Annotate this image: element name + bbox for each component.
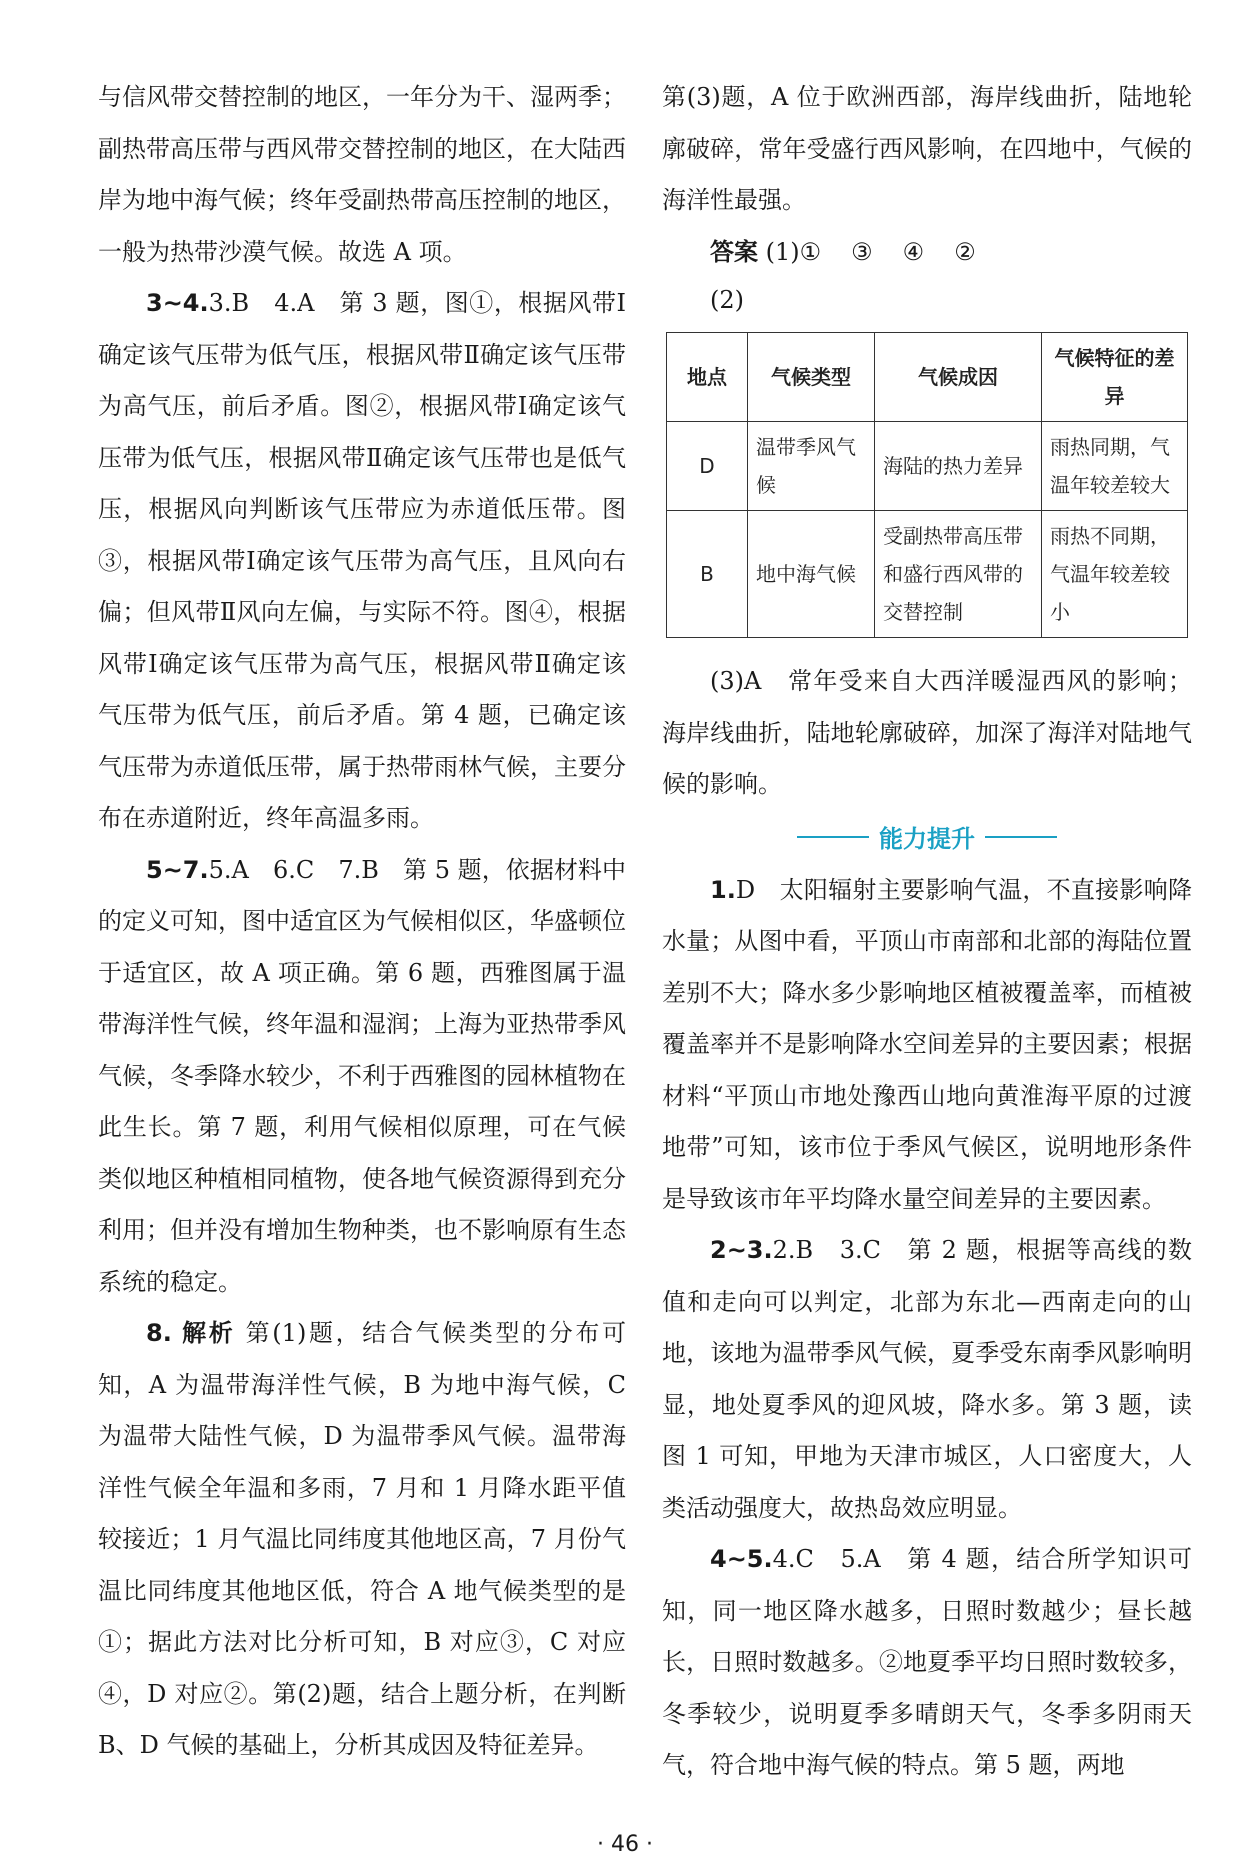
answer-part: (1) <box>765 237 800 266</box>
analysis-keyword: 解析 <box>182 1319 236 1347</box>
section-heading <box>662 813 1192 861</box>
answer-8 <box>98 1308 626 1772</box>
table-cell: 雨热同期，气温年较差较大 <box>1042 422 1188 511</box>
table-header: 气候特征的差异 <box>1042 333 1188 422</box>
heading-rule <box>985 836 1057 838</box>
paragraph: 第(3)题，A 位于欧洲西部，海岸线曲折，陆地轮廓破碎，常年受盛行西风影响，在四地中，气候的海洋性最强。 <box>662 83 1192 214</box>
sub-question-label: (2) <box>710 286 744 314</box>
table-cell: 雨热不同期，气温年较差较小 <box>1042 511 1188 638</box>
question-number: 5~7. <box>146 855 209 884</box>
table-header: 气候类型 <box>748 333 875 422</box>
right-column <box>662 72 1192 1792</box>
paragraph: 与信风带交替控制的地区，一年分为干、湿两季；副热带高压带与西风带交替控制的地区，在大陆西岸为地中海气候；终年受副热带高压控制的地区，一般为热带沙漠气候。故选 A 项。 <box>98 83 626 266</box>
table-cell: 受副热带高压带和盛行西风带的交替控制 <box>875 511 1042 638</box>
answer-option: ④ <box>902 237 925 266</box>
question-number: 2~3. <box>710 1236 773 1264</box>
answer-text: 5.A 6.C 7.B 第 5 题，依据材料中的定义可知，图中适宜区为气候相似区，华盛顿位于适宜区，故 A 项正确。第 6 题，西雅图属于温带海洋性气候，终年温和湿润；上海为亚热带季风气候，冬季降水较少，不利于西雅图的园林植物在此生长。第 7 题，利用气候相似原理，可在气候类似地区种植相同植物，使各地气候资源得到充分利用；但并没有增加生物种类，也不影响原有生态系统的稳定。 <box>98 855 626 1296</box>
climate-table <box>666 332 1188 638</box>
answer-5-7 <box>98 845 626 1309</box>
answer-text: 3.B 4.A 第 3 题，图①，根据风带Ⅰ确定该气压带为低气压，根据风带Ⅱ确定该气压带为高气压，前后矛盾。图②，根据风带Ⅰ确定该气压带为低气压，根据风带Ⅱ确定该气压带也是低气压，根据风向判断该气压带应为赤道低压带。图③，根据风带Ⅰ确定该气压带为高气压，且风向右偏；但风带Ⅱ风向左偏，与实际不符。图④，根据风带Ⅰ确定该气压带为高气压，根据风带Ⅱ确定该气压带为低气压，前后矛盾。第 4 题，已确定该气压带为赤道低压带，属于热带雨林气候，主要分布在赤道附近，终年高温多雨。 <box>98 289 626 832</box>
answer-3-4 <box>98 278 626 845</box>
table-cell: 海陆的热力差异 <box>875 422 1042 511</box>
answer-keyword: 答案 <box>710 237 758 266</box>
table-header: 地点 <box>667 333 748 422</box>
table-cell: 温带季风气候 <box>748 422 875 511</box>
answer-option: ③ <box>851 237 873 266</box>
answer-text: 第(1)题，结合气候类型的分布可知，A 为温带海洋性气候，B 为地中海气候，C 为温带大陆性气候，D 为温带季风气候。温带海洋性气候全年温和多雨，7 月和 1 月降水距平值较接近；1 月气温比同纬度其他地区高，7 月份气温比同纬度其他地区低，符合 A 地气候类型的是①；据此方法对比分析可知，B 对应③，C 对应④，D 对应②。第(2)题，结合上题分析，在判断 B、D 气候的基础上，分析其成因及特征差异。 <box>98 1319 626 1759</box>
page-number: · 46 · <box>597 1832 653 1857</box>
answer-text: 2.B 3.C 第 2 题，根据等高线的数值和走向可以判定，北部为东北—西南走向的山地，该地为温带季风气候，夏季受东南季风影响明显，地处夏季风的迎风坡，降水多。第 3 题，读图 1 可知，甲地为天津市城区，人口密度大，人类活动强度大，故热岛效应明显。 <box>662 1236 1192 1522</box>
heading-rule <box>797 836 869 838</box>
table-header-row <box>667 333 1188 422</box>
answer-option: ① <box>799 237 822 266</box>
paragraph: (3)A 常年受来自大西洋暖湿西风的影响；海岸线曲折，陆地轮廓破碎，加深了海洋对陆地气候的影响。 <box>662 667 1192 798</box>
answer-text: D 太阳辐射主要影响气温，不直接影响降水量；从图中看，平顶山市南部和北部的海陆位置差别不大；降水多少影响地区植被覆盖率，而植被覆盖率并不是影响降水空间差异的主要因素；根据材料“平顶山市地处豫西山地向黄淮海平原的过渡地带”可知，该市位于季风气候区，说明地形条件是导致该市年平均降水量空间差异的主要因素。 <box>662 875 1192 1213</box>
answer-4-5 <box>662 1534 1192 1792</box>
table-cell: B <box>667 511 748 638</box>
answer-1 <box>662 865 1192 1226</box>
question-number: 4~5. <box>710 1545 773 1573</box>
question-number: 3~4. <box>146 289 209 317</box>
question-number: 1. <box>710 875 736 904</box>
section-title: 能力提升 <box>879 825 975 853</box>
table-row <box>667 422 1188 511</box>
table-row <box>667 511 1188 638</box>
table-header: 气候成因 <box>875 333 1042 422</box>
question-number: 8. <box>146 1319 172 1347</box>
answer-text: 4.C 5.A 第 4 题，结合所学知识可知，同一地区降水越多，日照时数越少；昼长越长，日照时数越多。②地夏季平均日照时数较多，冬季较少，说明夏季多晴朗天气，冬季多阴雨天气，符合地中海气候的特点。第 5 题，两地 <box>662 1545 1192 1779</box>
answer-line <box>662 227 1192 279</box>
table-cell: D <box>667 422 748 511</box>
answer-2-3 <box>662 1225 1192 1534</box>
table-cell: 地中海气候 <box>748 511 875 638</box>
left-column <box>98 72 626 1772</box>
answer-option: ② <box>954 237 976 266</box>
